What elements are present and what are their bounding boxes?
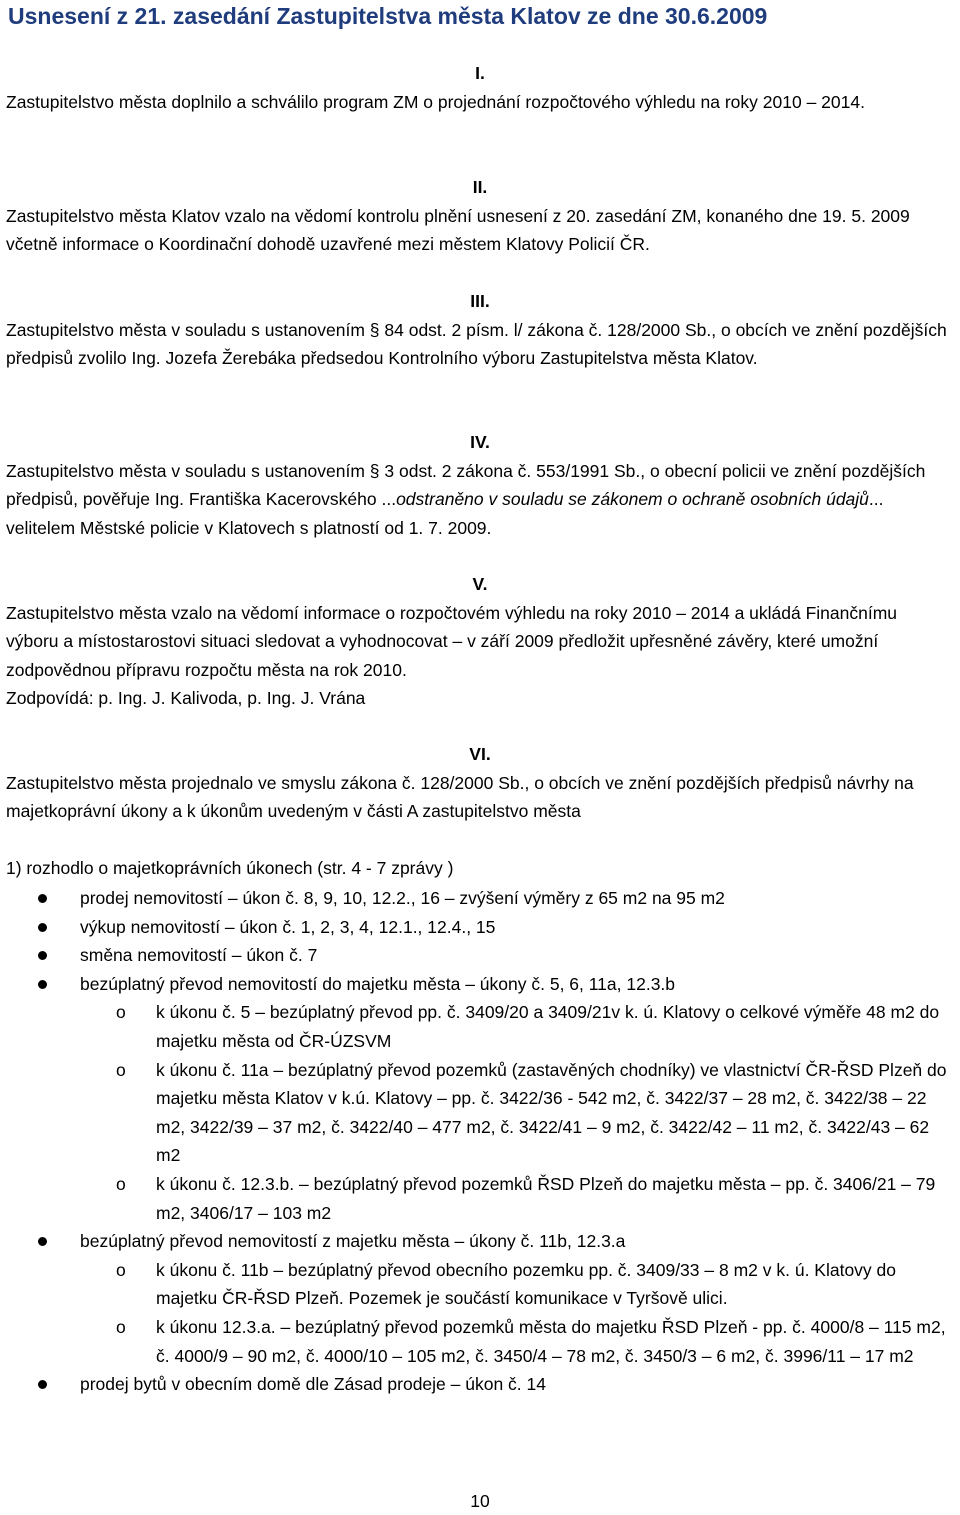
section-numeral: I.	[475, 63, 485, 83]
resolution-section-3	[6, 287, 954, 373]
property-actions-list	[0, 884, 960, 1399]
sub-bullet-marker: o	[116, 1316, 126, 1337]
list-item-text: výkup nemovitostí – úkon č. 1, 2, 3, 4, 12.1., 12.4., 15	[80, 916, 496, 937]
sub-list-item	[0, 998, 960, 1055]
sub-list-item	[0, 1170, 960, 1227]
section-text: Zastupitelstvo města Klatov vzalo na vědomí kontrolu plnění usnesení z 20. zasedání ZM, konaného dne 19. 5. 2009 včetně informace o Koordinační dohodě uzavřené mezi městem Klatovy Policií ČR.	[6, 205, 910, 255]
list-item-text: bezúplatný převod nemovitostí z majetku města – úkony č. 11b, 12.3.a	[80, 1231, 626, 1252]
sub-list-item-text: k úkonu 12.3.a. – bezúplatný převod pozemků města do majetku ŘSD Plzeň - pp. č. 4000/8 – 115 m2, č. 4000/9 – 90 m2, č. 4000/10 – 105 m2, č. 3450/4 – 78 m2, č. 3450/3 – 6 m2, č. 3996/11 – 17 m2	[156, 1316, 946, 1366]
section-numeral: VI.	[469, 744, 491, 764]
sub-list-item	[0, 1313, 960, 1370]
list-item-text: prodej bytů v obecním domě dle Zásad prodeje – úkon č. 14	[80, 1374, 546, 1395]
section-numeral: III.	[470, 291, 490, 311]
list-item-text: směna nemovitostí – úkon č. 7	[80, 945, 318, 966]
bullet-icon	[38, 1380, 47, 1389]
resolution-section-4	[6, 428, 954, 542]
sub-list-item	[0, 1056, 960, 1170]
list-item	[0, 1370, 960, 1399]
bullet-icon	[38, 1237, 47, 1246]
sub-list-item-text: k úkonu č. 12.3.b. – bezúplatný převod pozemků ŘSD Plzeň do majetku města – pp. č. 3406/21 – 79 m2, 3406/17 – 103 m2	[156, 1173, 936, 1223]
section-text: Zastupitelstvo města projednalo ve smyslu zákona č. 128/2000 Sb., o obcích ve znění pozdějších předpisů návrhy na majetkoprávní úkony a k úkonům uvedeným v části A zastupitelstvo města	[6, 772, 914, 822]
sub-list-item-text: k úkonu č. 11a – bezúplatný převod pozemků (zastavěných chodníky) ve vlastnictví ČR-ŘSD Plzeň do majetku města Klatov v k.ú. Klatovy – pp. č. 3422/36 - 542 m2, č. 3422/37 – 28 m2, č. 3422/38 – 22 m2, 3422/39 – 37 m2, č. 3422/40 – 477 m2, č. 3422/41 – 9 m2, č. 3422/42 – 11 m2, č. 3422/43 – 62 m2	[156, 1059, 947, 1166]
sub-bullet-marker: o	[116, 1002, 126, 1023]
section-text: Zastupitelstvo města doplnilo a schválilo program ZM o projednání rozpočtového výhledu na roky 2010 – 2014.	[6, 91, 865, 112]
decision-heading: 1) rozhodlo o majetkoprávních úkonech (str. 4 - 7 zprávy )	[6, 857, 454, 878]
bullet-icon	[38, 980, 47, 989]
redaction-note: odstraněno v souladu se zákonem o ochraně osobních údajů	[396, 489, 869, 510]
sub-bullet-marker: o	[116, 1173, 126, 1194]
bullet-icon	[38, 894, 47, 903]
list-item-text: bezúplatný převod nemovitostí do majetku města – úkony č. 5, 6, 11a, 12.3.b	[80, 973, 676, 994]
section-text	[6, 457, 954, 543]
document-title: Usnesení z 21. zasedání Zastupitelstva města Klatov ze dne 30.6.2009	[8, 3, 768, 29]
list-item	[0, 941, 960, 970]
sub-bullet-marker: o	[116, 1259, 126, 1280]
section-text-before: Zastupitelstvo města v souladu s ustanovením § 3 odst. 2 zákona č. 553/1991 Sb., o obecní policii ve znění pozdějších předpisů, pověřuje Ing. Františka Kacerovského ...	[6, 460, 926, 510]
section-text-after: ... velitelem Městské policie v Klatovech s platností od 1. 7. 2009.	[6, 489, 884, 538]
section-text: Zastupitelstvo města vzalo na vědomí informace o rozpočtovém výhledu na roky 2010 – 2014 a ukládá Finančnímu výboru a místostarostovi situaci sledovat a vyhodnocovat – v září 2009 předložit upřesněné závěry, které umožní zodpovědnou přípravu rozpočtu města na rok 2010.	[6, 602, 898, 680]
list-item	[0, 884, 960, 913]
bullet-icon	[38, 951, 47, 960]
resolution-section-6	[6, 740, 954, 882]
section-numeral: V.	[472, 574, 488, 594]
resolution-section-5	[6, 570, 954, 713]
sub-list-item	[0, 1256, 960, 1313]
sub-bullet-marker: o	[116, 1059, 126, 1080]
section-text: Zastupitelstvo města v souladu s ustanovením § 84 odst. 2 písm. l/ zákona č. 128/2000 Sb., o obcích ve znění pozdějších předpisů zvolilo Ing. Jozefa Žerebáka předsedou Kontrolního výboru Zastupitelstva města Klatov.	[6, 319, 947, 369]
list-item-text: prodej nemovitostí – úkon č. 8, 9, 10, 12.2., 16 – zvýšení výměry z 65 m2 na 95 m2	[80, 888, 725, 908]
sub-list-item-text: k úkonu č. 11b – bezúplatný převod obecního pozemku pp. č. 3409/33 – 8 m2 v k. ú. Klatovy do majetku ČR-ŘSD Plzeň. Pozemek je součástí komunikace v Tyršově ulici.	[156, 1259, 897, 1309]
list-item	[0, 1227, 960, 1256]
list-item	[0, 913, 960, 942]
list-item	[0, 970, 960, 999]
sub-list-item-text: k úkonu č. 5 – bezúplatný převod pp. č. 3409/20 a 3409/21v k. ú. Klatovy o celkové výměře 48 m2 do majetku města od ČR-ÚZSVM	[156, 1002, 940, 1051]
responsible-persons: Zodpovídá: p. Ing. J. Kalivoda, p. Ing. J. Vrána	[6, 688, 366, 709]
page-number: 10	[470, 1491, 490, 1511]
resolution-section-2	[6, 173, 954, 259]
bullet-icon	[38, 923, 47, 932]
section-numeral: II.	[472, 177, 488, 197]
section-numeral: IV.	[470, 432, 490, 452]
resolution-section-1	[6, 59, 954, 116]
